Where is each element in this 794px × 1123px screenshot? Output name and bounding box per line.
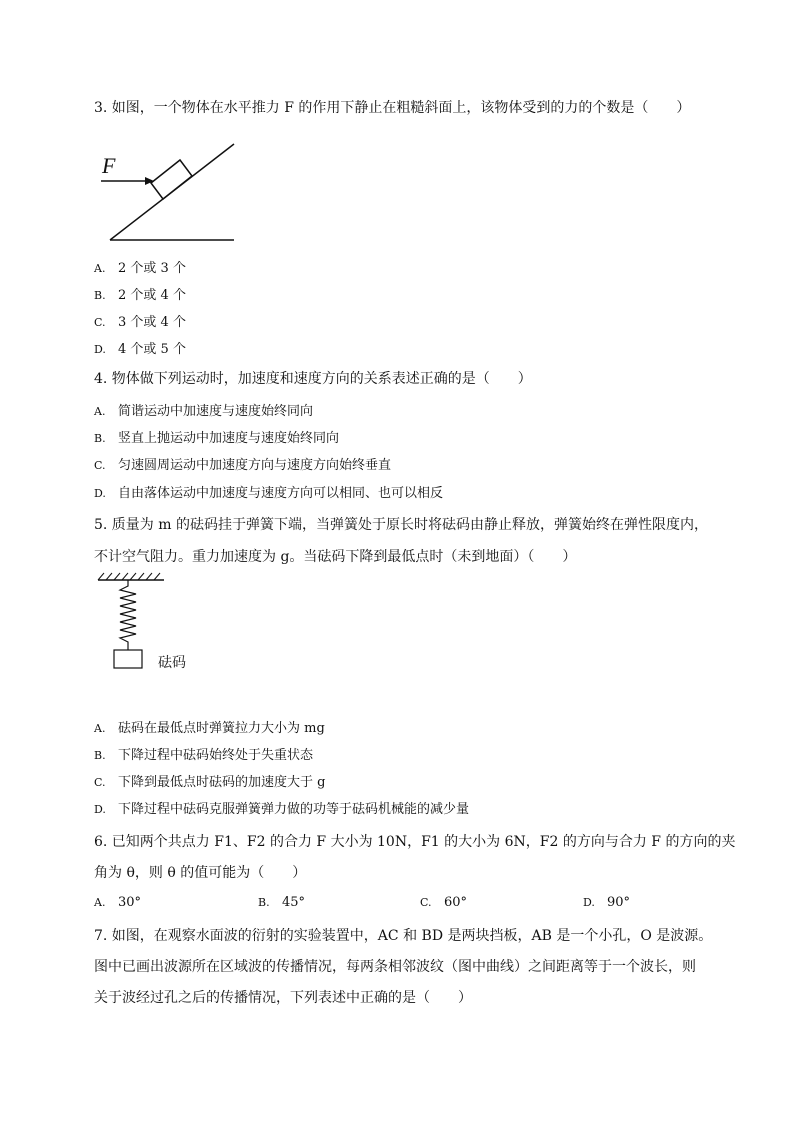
weight-label: 砝码 [158,655,186,671]
q6-stem-line1: 6. 已知两个共点力 F1、F2 的合力 F 大小为 10N，F1 的大小为 6N，F2 的方向与合力 F 的方向的夹 [94,834,736,850]
weight-block [114,650,142,668]
q4-option-a[interactable]: A. 简谐运动中加速度与速度始终同向 [94,404,314,419]
q3-option-a[interactable]: A. 2 个或 3 个 [94,261,186,276]
q7-stem-line3: 关于波经过孔之后的传播情况，下列表述中正确的是（ ） [94,990,472,1006]
q5-option-a[interactable]: A. 砝码在最低点时弹簧拉力大小为 mg [94,721,325,736]
q4-stem: 4. 物体做下列运动时，加速度和速度方向的关系表述正确的是（ ） [94,371,532,387]
q3-option-b[interactable]: B. 2 个或 4 个 [94,288,186,303]
q6-option-a[interactable]: A. 30° [94,895,142,910]
q5-option-c[interactable]: C. 下降到最低点时砝码的加速度大于 g [94,775,326,790]
q4-option-c[interactable]: C. 匀速圆周运动中加速度方向与速度方向始终垂直 [94,458,392,473]
q3-stem: 3. 如图，一个物体在水平推力 F 的作用下静止在粗糙斜面上，该物体受到的力的个数是（ ） [94,100,691,116]
force-label: F [102,153,116,178]
q4-option-b[interactable]: B. 竖直上抛运动中加速度与速度始终同向 [94,431,340,446]
q6-option-c[interactable]: C. 60° [420,895,468,910]
q7-stem-line1: 7. 如图，在观察水面波的衍射的实验装置中，AC 和 BD 是两块挡板，AB 是一个小孔，O 是波源。 [94,928,713,944]
q5-stem-line2: 不计空气阻力。重力加速度为 g。当砝码下降到最低点时（未到地面）（ ） [94,549,577,565]
spring-figure [92,572,202,677]
spring [120,580,136,650]
q3-option-c[interactable]: C. 3 个或 4 个 [94,315,186,330]
ceiling-hatch [98,573,160,580]
q6-option-b[interactable]: B. 45° [258,895,306,910]
q3-option-d[interactable]: D. 4 个或 5 个 [94,342,186,357]
q6-option-d[interactable]: D. 90° [583,895,631,910]
q6-stem-line2: 角为 θ，则 θ 的值可能为（ ） [94,865,307,881]
q7-stem-line2: 图中已画出波源所在区域波的传播情况，每两条相邻波纹（图中曲线）之间距离等于一个波长，则 [94,959,696,975]
incline-figure [96,140,246,246]
block [151,160,192,199]
q4-option-d[interactable]: D. 自由落体运动中加速度与速度方向可以相同、也可以相反 [94,486,444,501]
q5-stem-line1: 5. 质量为 m 的砝码挂于弹簧下端，当弹簧处于原长时将砝码由静止释放，弹簧始终在弹性限度内， [94,517,708,533]
q5-option-b[interactable]: B. 下降过程中砝码始终处于失重状态 [94,748,314,763]
q5-option-d[interactable]: D. 下降过程中砝码克服弹簧弹力做的功等于砝码机械能的减少量 [94,802,470,817]
